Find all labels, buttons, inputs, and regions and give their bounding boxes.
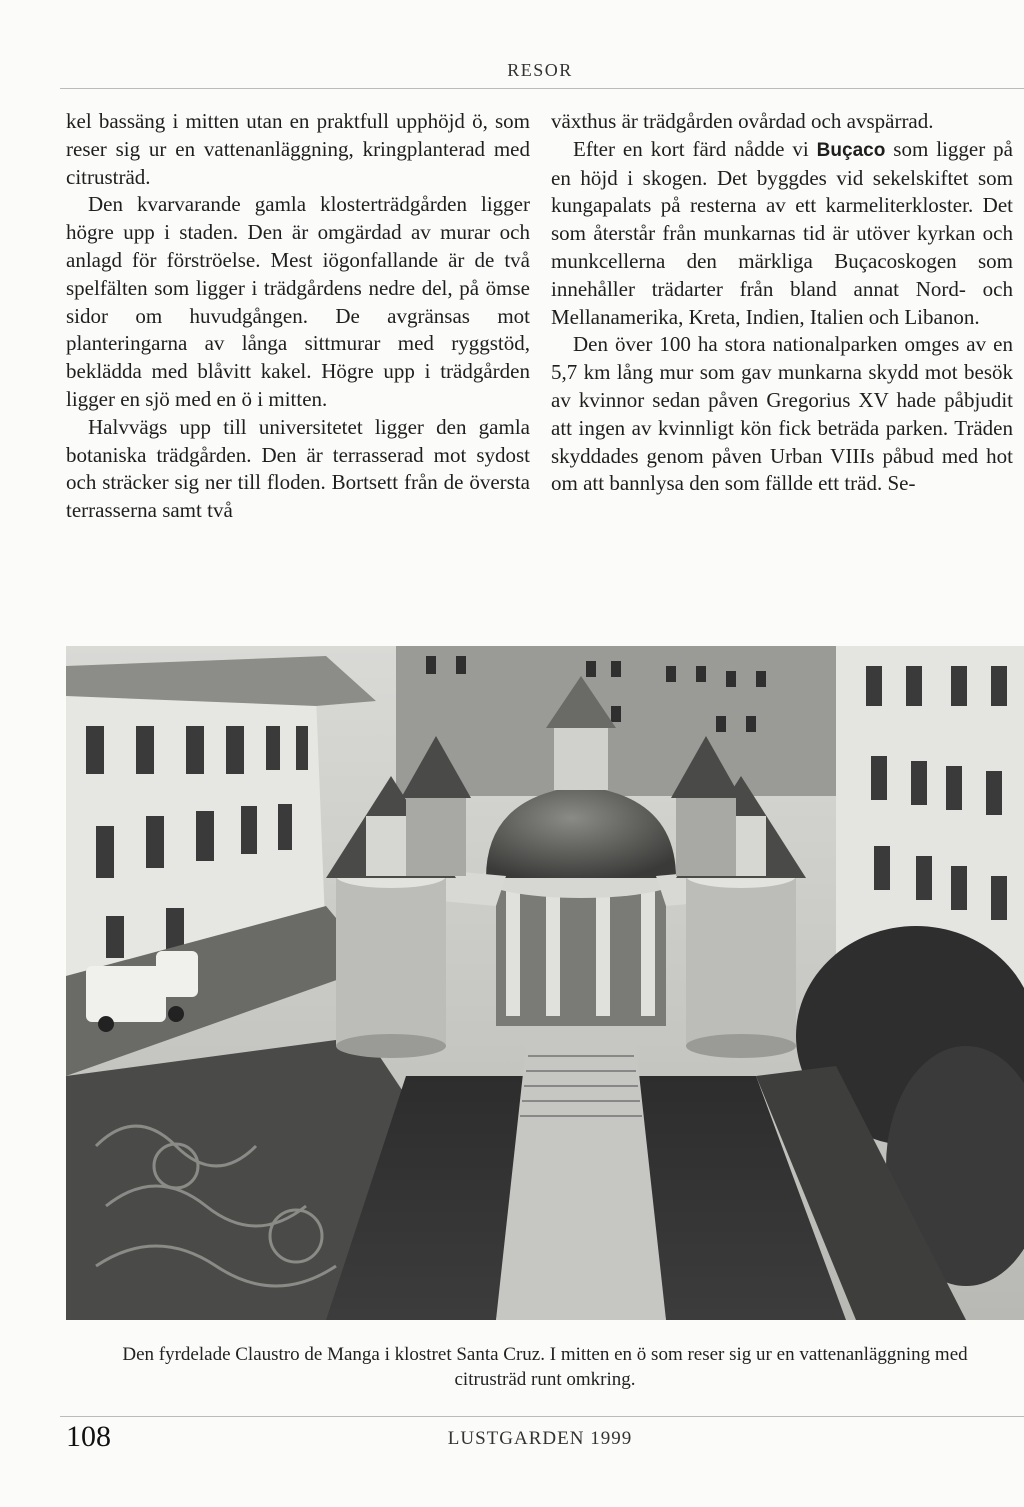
cloister-photo-illustration: [66, 646, 1024, 1320]
figure-caption: Den fyrdelade Claustro de Manga i klostret Santa Cruz. I mitten en ö som reser sig ur en vattenanläggning med citrusträd runt omkring.: [122, 1344, 968, 1390]
cloister-photograph: [66, 646, 1024, 1320]
left-paragraph-1: kel bassäng i mitten utan en praktfull upphöjd ö, som reser sig ur en vattenanläggning, kringplanterad med citrusträd.: [66, 109, 530, 189]
right-paragraph-3: Den över 100 ha stora nationalparken omges av en 5,7 km lång mur som gav munkarna skydd mot besök av kvinnor sedan påven Gregorius XV hade påbjudit att ingen av kvinnligt kön fick beträda parken. Träden skyddades genom påven Urban VIIIs påbud med hot om att bannlysa den som fällde ett träd. Se-: [551, 332, 1013, 496]
right-paragraph-2-rest: som ligger på en höjd i skogen. Det byggdes vid sekelskiftet som kungapalats på resterna av ett karmeliterkloster. Det som återstår från munkarnas tid är utöver kyrkan och munkcellerna den märkliga Buçacoskogen som innehåller trädarter från bland annat Nord- och Mellanamerika, Kreta, Indien, Italien och Libanon.: [551, 136, 1014, 329]
right-paragraph-2: [551, 136, 1013, 332]
page-number: 108: [66, 1420, 111, 1453]
left-paragraph-2: Den kvarvarande gamla klosterträdgården ligger högre upp i staden. Den är omgärdad av murar och anlagd för förströelse. Mest iögonfallande är de två spelfälten som ligger i trädgårdens nedre del, på ömse sidor om huvudgången. De avgränsas mot planteringarna av långa sittmurar med ryggstöd, beklädda med blåvitt kakel. Högre upp i trädgården ligger en sjö med en ö i mitten.: [66, 192, 530, 411]
left-column: [66, 108, 530, 525]
running-head: RESOR: [507, 60, 573, 80]
right-paragraph-1: växthus är trädgården ovårdad och avspärrad.: [551, 109, 934, 133]
right-column: [551, 108, 1013, 498]
left-paragraph-3: Halvvägs upp till universitetet ligger den gamla botaniska trädgården. Den är terrasserad mot sydost och sträcker sig ner till floden. Bortsett från de översta terrasserna samt två: [66, 414, 530, 523]
header-rule: [60, 88, 1024, 89]
publication-title: LUSTGARDEN 1999: [447, 1428, 633, 1449]
footer-rule: [60, 1416, 1024, 1417]
place-name-bucaco: Buçaco: [816, 139, 886, 161]
right-paragraph-2-start: Efter en kort färd nådde vi: [573, 136, 817, 161]
